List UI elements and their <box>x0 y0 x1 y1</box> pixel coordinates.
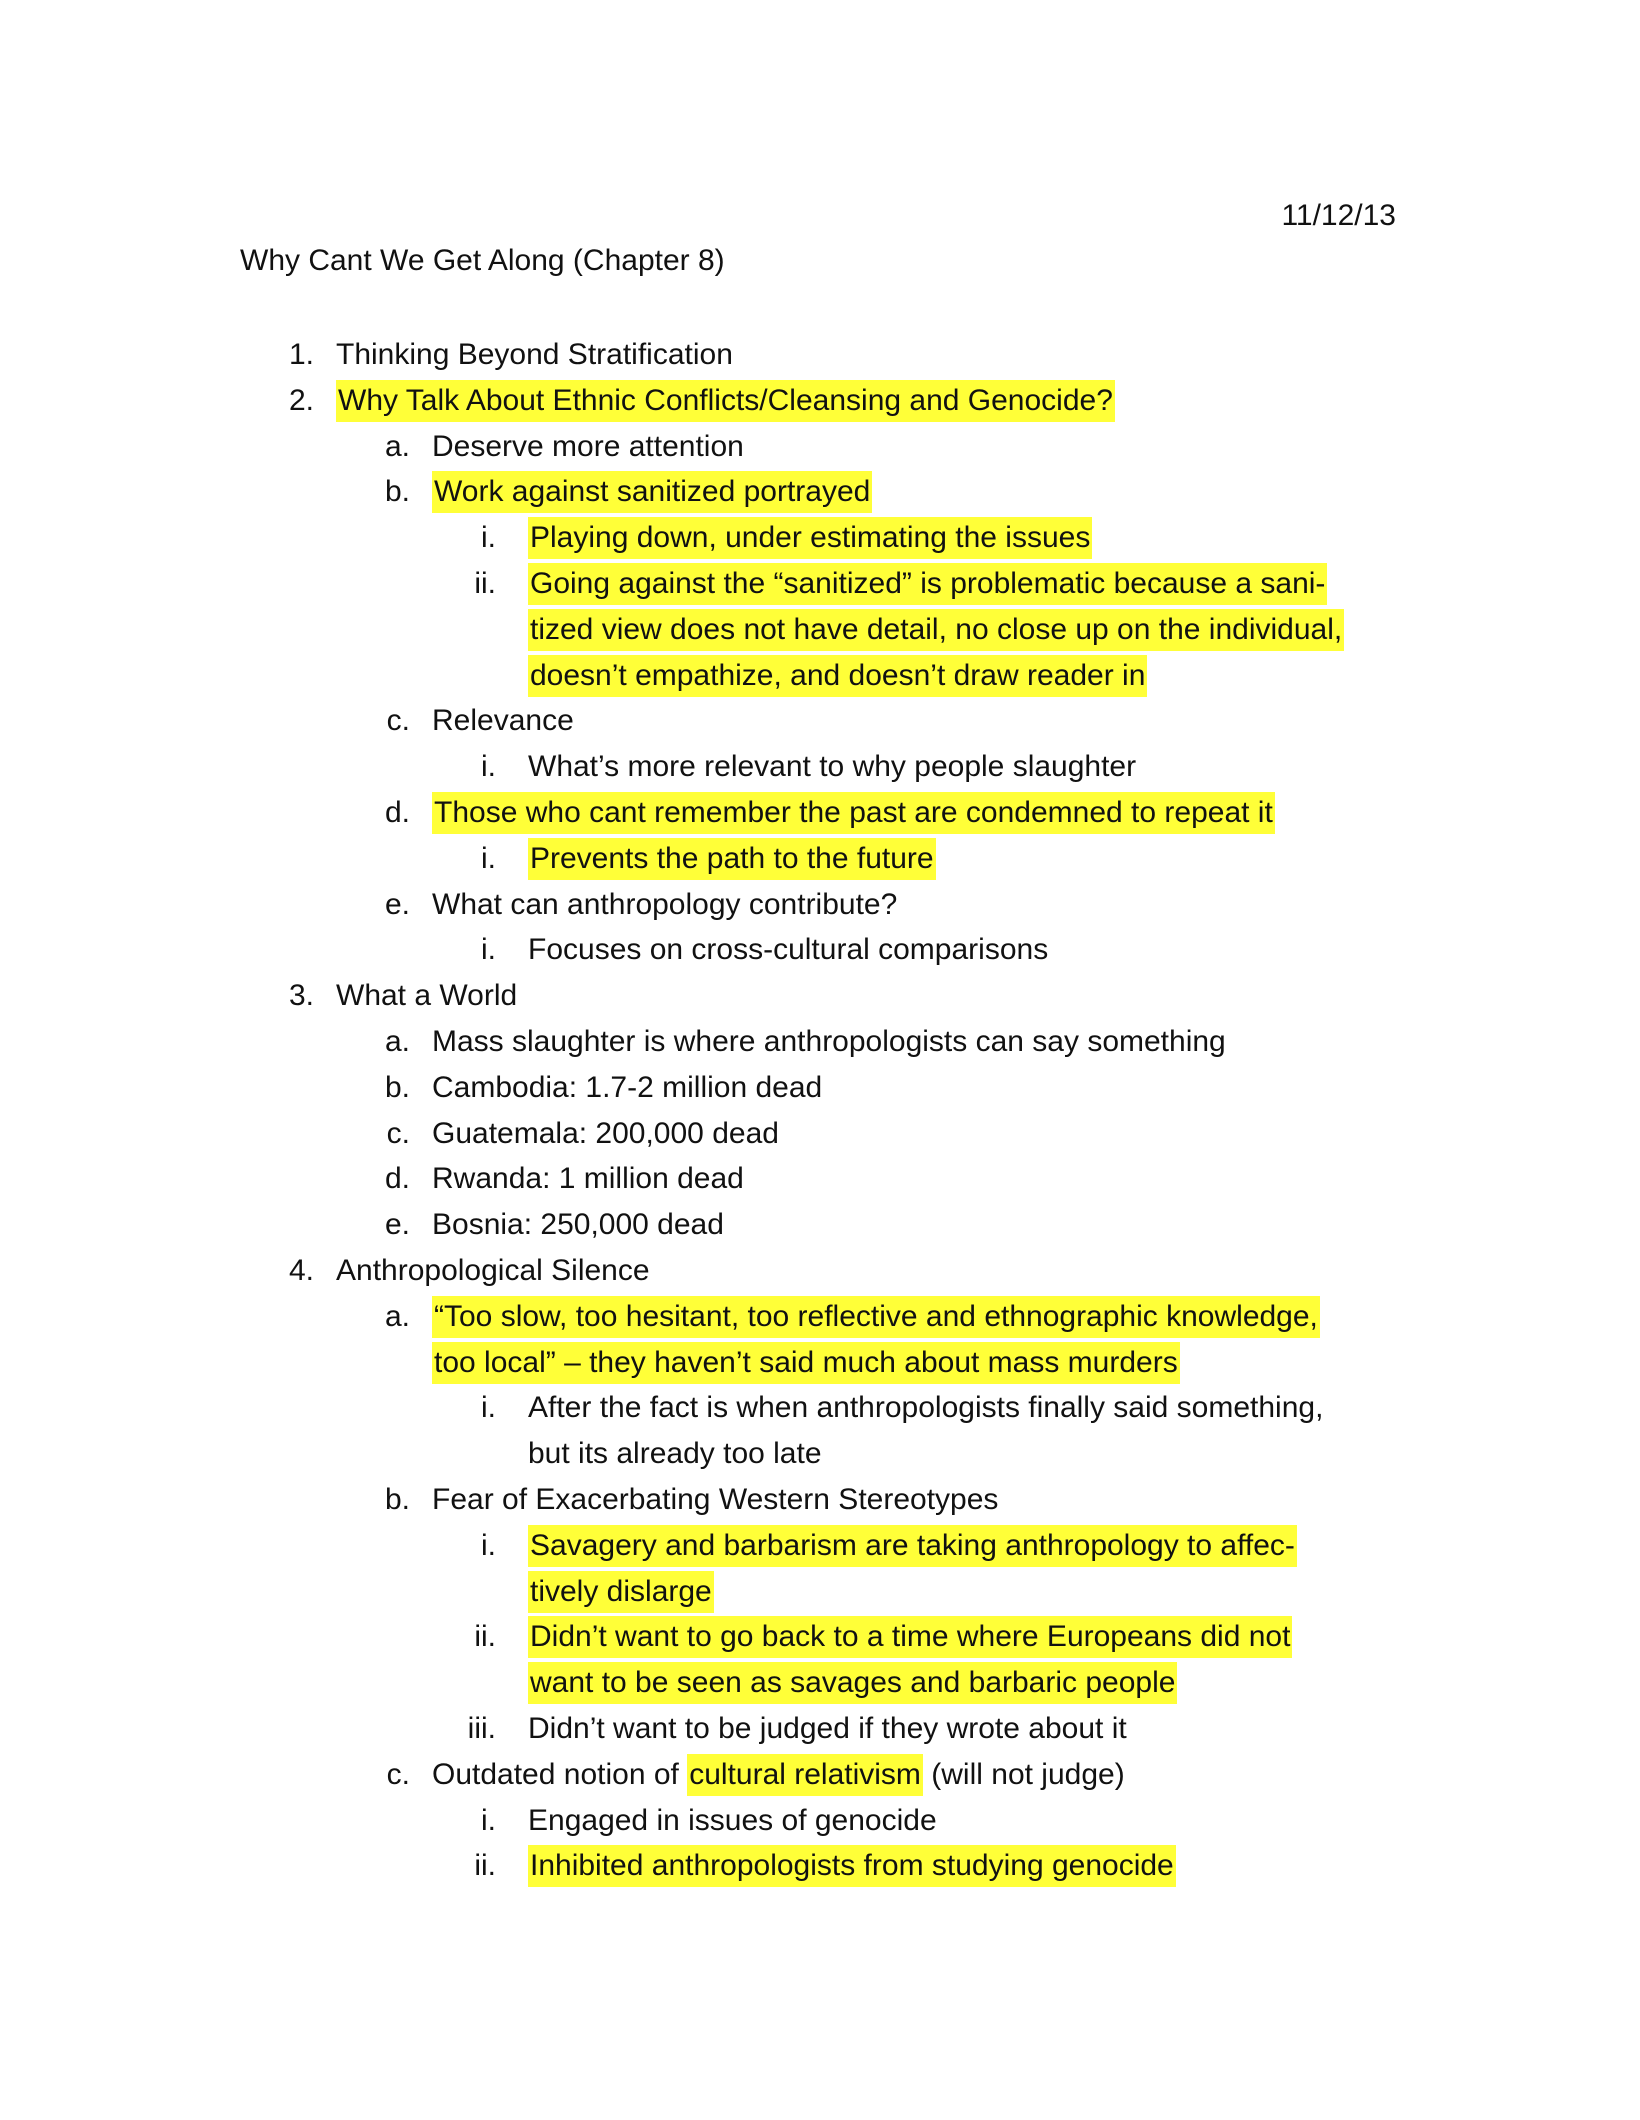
outline-marker: b. <box>384 1482 410 1516</box>
outline-item <box>0 332 1640 378</box>
outline-item <box>0 744 1640 790</box>
outline-marker: ii. <box>474 566 496 600</box>
outline-text <box>432 1111 1392 1157</box>
outline-item <box>0 378 1640 424</box>
outline-text <box>432 1752 1392 1798</box>
outline-text <box>528 1614 1392 1706</box>
outline-text <box>432 469 1392 515</box>
outline-text <box>528 561 1392 698</box>
outline-text <box>528 1385 1392 1477</box>
outline-text-segment: What can anthropology contribute? <box>432 887 898 921</box>
outline-text <box>432 1019 1392 1065</box>
highlighted-text: Going against the “sanitized” is problematic because a sani- <box>528 563 1327 605</box>
outline-item <box>0 1294 1640 1386</box>
outline-item <box>0 927 1640 973</box>
highlighted-text: Didn’t want to go back to a time where Europeans did not <box>528 1616 1292 1658</box>
outline-item <box>0 1248 1640 1294</box>
outline-item <box>0 1843 1640 1889</box>
outline-marker: a. <box>384 429 410 463</box>
outline-marker: iii. <box>467 1711 496 1745</box>
outline-marker: c. <box>386 1116 410 1150</box>
highlighted-text: Work against sanitized portrayed <box>432 471 872 513</box>
outline-text <box>528 1843 1392 1889</box>
outline-text-segment: Bosnia: 250,000 dead <box>432 1208 724 1242</box>
outline-item <box>0 561 1640 698</box>
outline-text <box>336 332 1386 378</box>
outline-marker: i. <box>481 933 496 967</box>
outline-item <box>0 1202 1640 1248</box>
outline-text-segment: After the fact is when anthropologists finally said something, <box>528 1391 1324 1425</box>
outline-item <box>0 424 1640 470</box>
highlighted-text: tively dislarge <box>528 1571 714 1613</box>
outline-marker: a. <box>384 1299 410 1333</box>
outline-text-segment: (will not judge) <box>922 1757 1125 1791</box>
outline-item <box>0 1019 1640 1065</box>
outline-text <box>432 1156 1392 1202</box>
outline-item <box>0 1385 1640 1477</box>
outline-marker: i. <box>481 750 496 784</box>
outline-text-segment: What’s more relevant to why people slaughter <box>528 750 1137 784</box>
outline-marker: i. <box>481 841 496 875</box>
outline-marker: b. <box>384 1070 410 1104</box>
outline-text <box>432 790 1392 836</box>
outline-marker: i. <box>481 1528 496 1562</box>
outline-text <box>528 1798 1392 1844</box>
outline-text-segment: Thinking Beyond Stratification <box>336 338 733 371</box>
outline-marker: c. <box>386 1757 410 1791</box>
outline-item <box>0 1614 1640 1706</box>
outline-text <box>528 927 1392 973</box>
highlighted-text: “Too slow, too hesitant, too reflective and ethnographic knowledge, <box>432 1296 1320 1338</box>
outline-text-segment: Outdated notion of <box>432 1757 688 1791</box>
outline-item <box>0 1477 1640 1523</box>
outline-marker: 3. <box>288 979 314 1013</box>
outline-text-segment: Didn’t want to be judged if they wrote about it <box>528 1711 1127 1745</box>
outline-marker: d. <box>384 1162 410 1196</box>
outline-item <box>0 515 1640 561</box>
outline-item <box>0 836 1640 882</box>
highlighted-text: Those who cant remember the past are condemned to repeat it <box>432 792 1275 834</box>
highlighted-text: too local” – they haven’t said much about mass murders <box>432 1342 1180 1384</box>
outline-marker: i. <box>481 1803 496 1837</box>
highlighted-text: Playing down, under estimating the issues <box>528 517 1092 559</box>
outline-text <box>528 1523 1392 1615</box>
outline-text-segment: Focuses on cross-cultural comparisons <box>528 933 1049 967</box>
outline-text-segment: Mass slaughter is where anthropologists can say something <box>432 1024 1226 1058</box>
outline-marker: a. <box>384 1024 410 1058</box>
outline-marker: e. <box>384 887 410 921</box>
outline-item <box>0 790 1640 836</box>
outline-item <box>0 882 1640 928</box>
outline-text <box>432 882 1392 928</box>
outline-marker: b. <box>384 475 410 509</box>
outline-text-segment: What a World <box>336 979 518 1013</box>
outline-marker: 1. <box>288 338 314 371</box>
outline-item <box>0 1065 1640 1111</box>
outline-item <box>0 1706 1640 1752</box>
outline-text-segment: Anthropological Silence <box>336 1253 650 1287</box>
outline-text <box>432 424 1392 470</box>
document-title: Why Cant We Get Along (Chapter 8) <box>240 244 725 277</box>
outline-text <box>432 1294 1392 1386</box>
outline-text-segment: Deserve more attention <box>432 429 744 463</box>
highlighted-text: Savagery and barbarism are taking anthropology to affec- <box>528 1525 1297 1567</box>
outline-item <box>0 1111 1640 1157</box>
outline-text-segment: Relevance <box>432 704 574 738</box>
outline-text <box>336 973 1386 1019</box>
outline-marker: d. <box>384 795 410 829</box>
outline-marker: 4. <box>288 1253 314 1287</box>
outline-text <box>528 744 1392 790</box>
outline-text <box>336 1248 1386 1294</box>
outline-text <box>432 1065 1392 1111</box>
highlighted-text: want to be seen as savages and barbaric people <box>528 1662 1177 1704</box>
highlighted-text: tized view does not have detail, no close up on the individual, <box>528 609 1344 651</box>
outline-marker: c. <box>386 704 410 738</box>
outline-text <box>336 378 1386 424</box>
outline-item <box>0 973 1640 1019</box>
outline-marker: i. <box>481 521 496 555</box>
outline-item <box>0 1752 1640 1798</box>
outline-text <box>432 1202 1392 1248</box>
notes-outline <box>0 332 1640 1889</box>
outline-text-segment: Guatemala: 200,000 dead <box>432 1116 779 1150</box>
outline-item <box>0 1156 1640 1202</box>
outline-item <box>0 698 1640 744</box>
outline-text <box>432 698 1392 744</box>
outline-marker: 2. <box>288 383 314 417</box>
outline-marker: ii. <box>474 1620 496 1654</box>
outline-item <box>0 1523 1640 1615</box>
highlighted-text: doesn’t empathize, and doesn’t draw reader in <box>528 655 1147 697</box>
highlighted-text: Inhibited anthropologists from studying genocide <box>528 1845 1176 1887</box>
outline-item <box>0 1798 1640 1844</box>
outline-text-segment: Fear of Exacerbating Western Stereotypes <box>432 1482 999 1516</box>
highlighted-text: Prevents the path to the future <box>528 838 936 880</box>
highlighted-text: cultural relativism <box>687 1754 923 1796</box>
outline-text <box>432 1477 1392 1523</box>
outline-text-segment: Rwanda: 1 million dead <box>432 1162 744 1196</box>
outline-marker: ii. <box>474 1849 496 1883</box>
outline-text-segment: Cambodia: 1.7-2 million dead <box>432 1070 823 1104</box>
highlighted-text: Why Talk About Ethnic Conflicts/Cleansing and Genocide? <box>336 380 1115 422</box>
outline-text-segment: but its already too late <box>528 1437 822 1471</box>
outline-text-segment: Engaged in issues of genocide <box>528 1803 937 1837</box>
outline-text <box>528 1706 1392 1752</box>
outline-text <box>528 515 1392 561</box>
outline-item <box>0 469 1640 515</box>
outline-text <box>528 836 1392 882</box>
outline-marker: e. <box>384 1208 410 1242</box>
outline-marker: i. <box>481 1391 496 1425</box>
document-date: 11/12/13 <box>1281 199 1396 232</box>
